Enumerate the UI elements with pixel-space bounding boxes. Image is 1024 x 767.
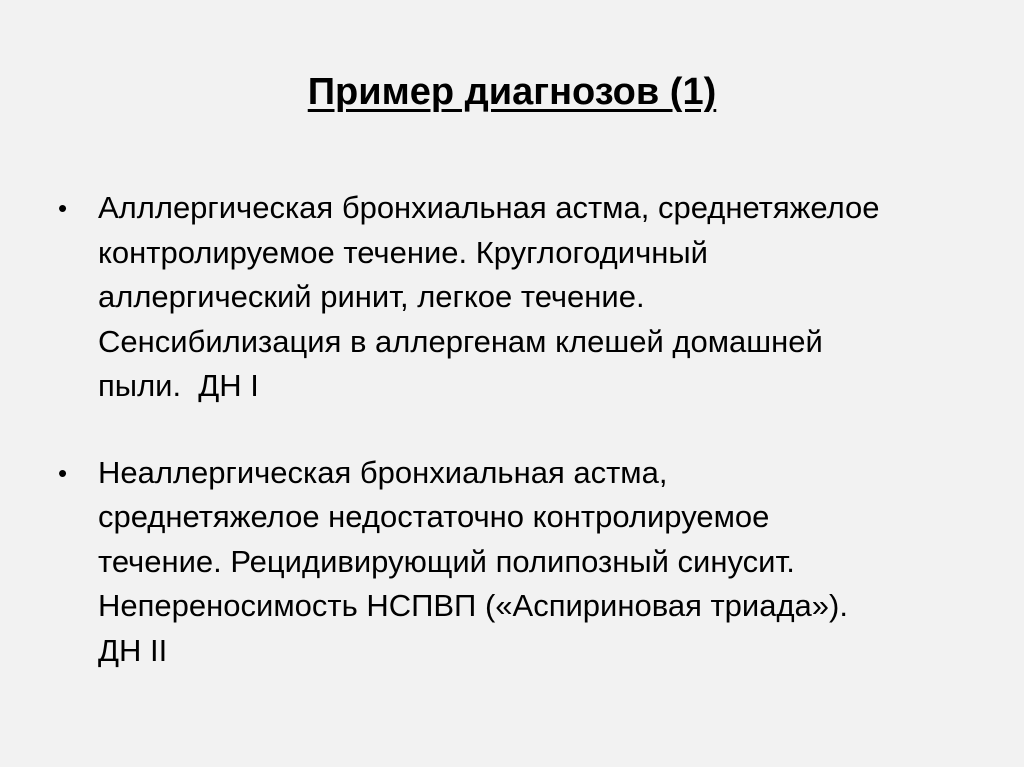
slide-title: Пример диагнозов (1) <box>307 71 717 113</box>
bullet-item-2 <box>56 451 956 674</box>
bullet-1-line-5: пыли. ДН I <box>98 368 259 403</box>
bullet-item-1 <box>56 186 956 409</box>
bullet-marker: • <box>58 457 68 488</box>
bullet-2-line-4: Непереносимость НСПВП («Аспириновая триада»). <box>98 588 848 623</box>
bullet-marker: • <box>58 193 68 223</box>
bullet-list <box>56 186 956 715</box>
bullet-1-line-1: Алллергическая бронхиальная астма, среднетяжелое <box>98 190 880 225</box>
bullet-2-line-1: Неаллергическая бронхиальная астма, <box>98 454 668 490</box>
bullet-1-line-3: аллергический ринит, легкое течение. <box>98 279 645 314</box>
bullet-2-line-3: течение. Рецидивирующий полипозный синусит. <box>98 543 795 579</box>
bullet-2-line-5: ДН II <box>98 632 168 668</box>
bullet-1-line-4: Сенсибилизация в аллергенам клешей домашней <box>98 323 823 359</box>
bullet-2-line-2: среднетяжелое недостаточно контролируемое <box>98 499 770 534</box>
bullet-1-line-2: контролируемое течение. Круглогодичный <box>98 234 708 270</box>
